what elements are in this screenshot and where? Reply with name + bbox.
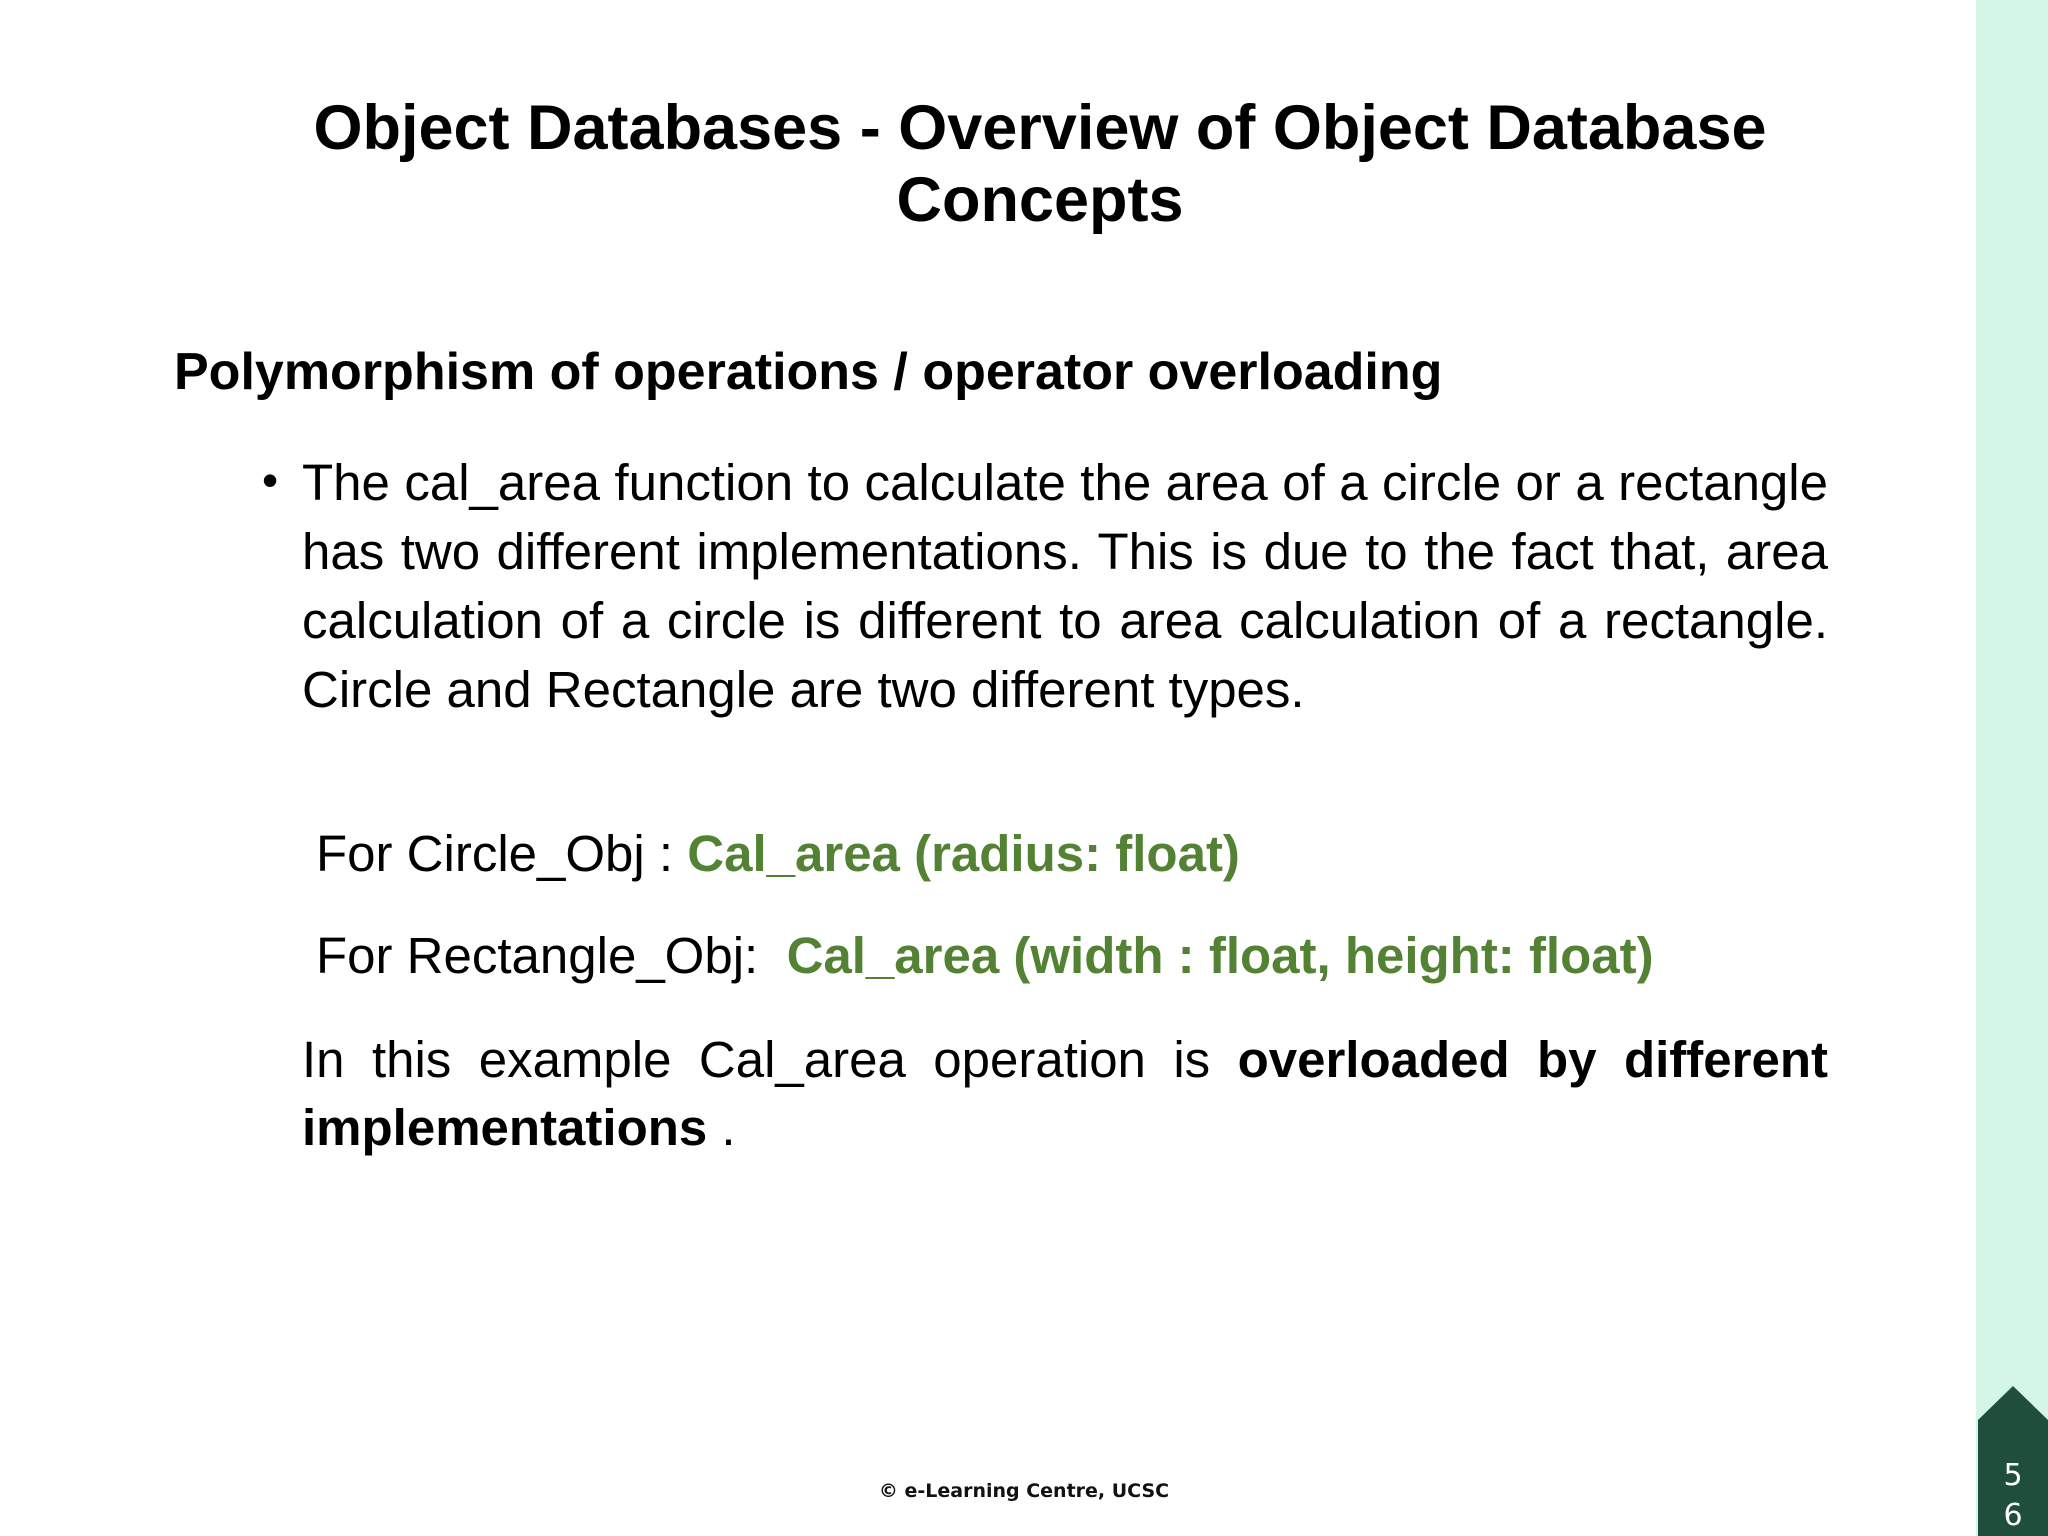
- circle-signature-line: [316, 822, 1240, 886]
- bullet-marker: •: [262, 454, 279, 506]
- circle-signature-prefix: For Circle_Obj :: [316, 825, 688, 882]
- page-number: [1978, 1456, 2048, 1536]
- rectangle-signature-line: [316, 924, 1654, 988]
- page-number-digit-1: 5: [2003, 1458, 2023, 1493]
- bullet-paragraph: The cal_area function to calculate the area of a circle or a rectangle has two different implementations. This is due to the fact that, area calculation of a circle is different to area calculation of a rectangle. Circle and Rectangle are two different types.: [302, 454, 1828, 718]
- conclusion-text-start: In this example Cal_area operation is: [302, 1031, 1238, 1088]
- page-number-badge: [1978, 1386, 2048, 1536]
- conclusion-bold-text: overloaded by different implementations: [302, 1031, 1828, 1156]
- rectangle-signature-code: Cal_area (width : float, height: float): [786, 927, 1654, 984]
- circle-signature-code: Cal_area (radius: float): [687, 825, 1240, 882]
- slide-title: Object Databases - Overview of Object Database Concepts: [313, 93, 1767, 235]
- conclusion-paragraph: [302, 1026, 1828, 1162]
- side-band: [1976, 0, 2048, 1536]
- footer-copyright: © e-Learning Centre, UCSC: [878, 1480, 1170, 1502]
- rectangle-signature-prefix: For Rectangle_Obj:: [316, 927, 787, 984]
- conclusion-text-end: .: [707, 1099, 736, 1156]
- page-number-digit-2: 6: [2003, 1498, 2023, 1533]
- section-subheading: Polymorphism of operations / operator overloading: [174, 343, 1443, 401]
